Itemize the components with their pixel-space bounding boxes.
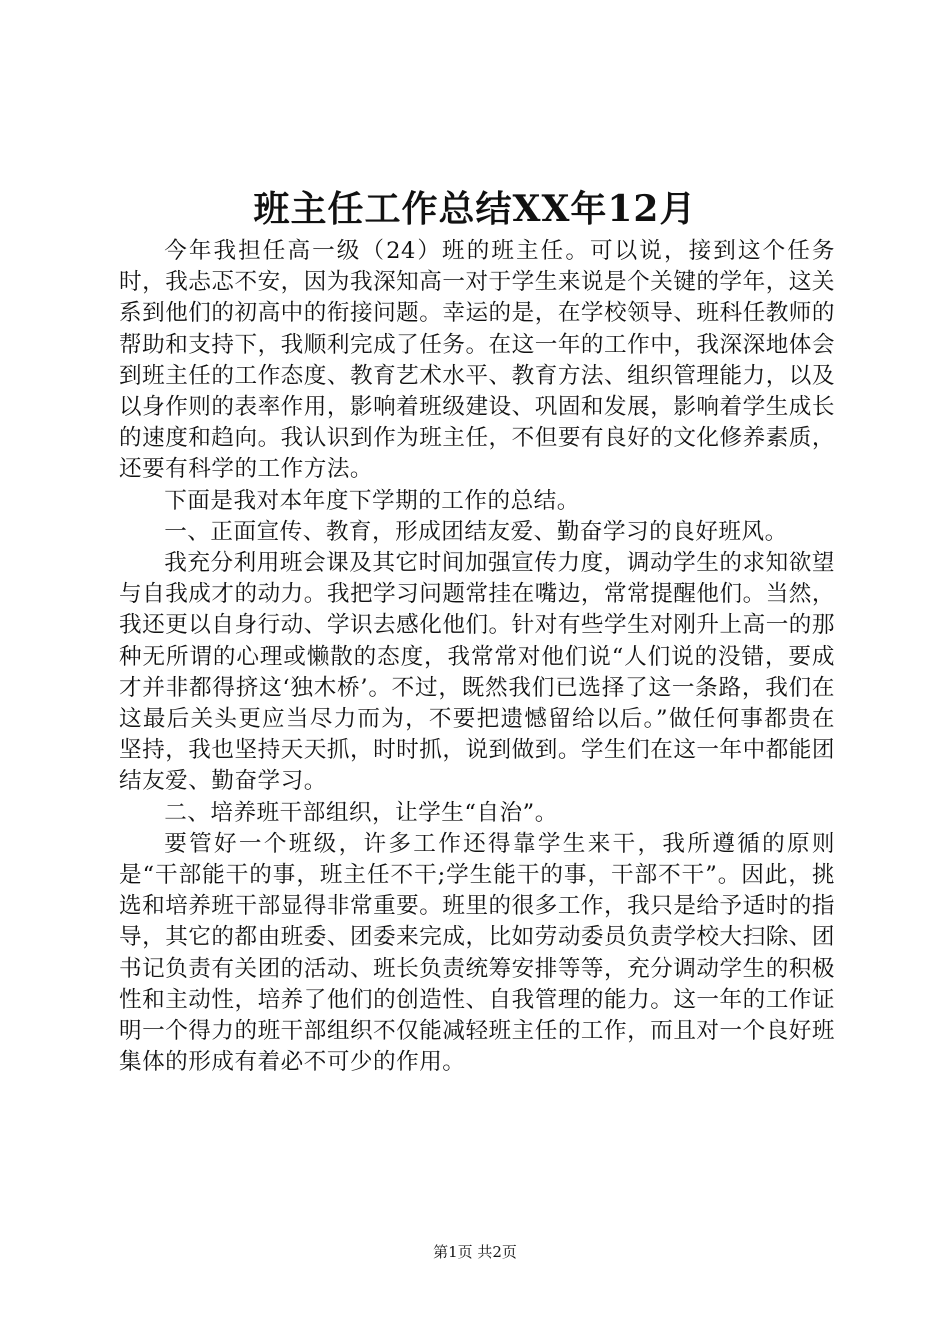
section-heading-1: 一、正面宣传、教育，形成团结友爱、勤奋学习的良好班风。 xyxy=(164,518,788,545)
page-number-footer: 第1页 共2页 xyxy=(433,1243,517,1261)
document-body xyxy=(119,236,835,1078)
paragraph-section-1: 我充分利用班会课及其它时间加强宣传力度，调动学生的求知欲望与自我成才的动力。我把学习问题常挂在嘴边，常常提醒他们。当然，我还更以自身行动、学识去感化他们。针对有些学生对刚升上高一的那种无所谓的心理或懒散的态度，我常常对他们说“人们说的没错，要成才并非都得挤这‘独木桥’。不过，既然我们已选择了这一条路，我们在这最后关头更应当尽力而为，不要把遗憾留给以后。”做任何事都贵在坚持，我也坚持天天抓，时时抓，说到做到。学生们在这一年中都能团结友爱、勤奋学习。 xyxy=(119,550,835,795)
section-heading-2: 二、培养班干部组织，让学生“自治”。 xyxy=(164,799,558,826)
paragraph-section-2: 要管好一个班级，许多工作还得靠学生来干，我所遵循的原则是“干部能干的事，班主任不干;学生能干的事，干部不干”。因此，挑选和培养班干部显得非常重要。班里的很多工作，我只是给予适时的指导，其它的都由班委、团委来完成，比如劳动委员负责学校大扫除、团书记负责有关团的活动、班长负责统筹安排等等，充分调动学生的积极性和主动性，培养了他们的创造性、自我管理的能力。这一年的工作证明一个得力的班干部组织不仅能减轻班主任的工作，而且对一个良好班集体的形成有着必不可少的作用。 xyxy=(119,830,835,1076)
paragraph-summary-lead: 下面是我对本年度下学期的工作的总结。 xyxy=(164,487,580,514)
paragraph-intro: 今年我担任高一级（24）班的班主任。可以说，接到这个任务时，我忐忑不安，因为我深知高一对于学生来说是个关键的学年，这关系到他们的初高中的衔接问题。幸运的是，在学校领导、班科任教师的帮助和支持下，我顺利完成了任务。在这一年的工作中，我深深地体会到班主任的工作态度、教育艺术水平、教育方法、组织管理能力，以及以身作则的表率作用，影响着班级建设、巩固和发展，影响着学生成长的速度和趋向。我认识到作为班主任，不但要有良好的文化修养素质，还要有科学的工作方法。 xyxy=(119,238,835,483)
document-title: 班主任工作总结XX年12月 xyxy=(253,188,697,230)
